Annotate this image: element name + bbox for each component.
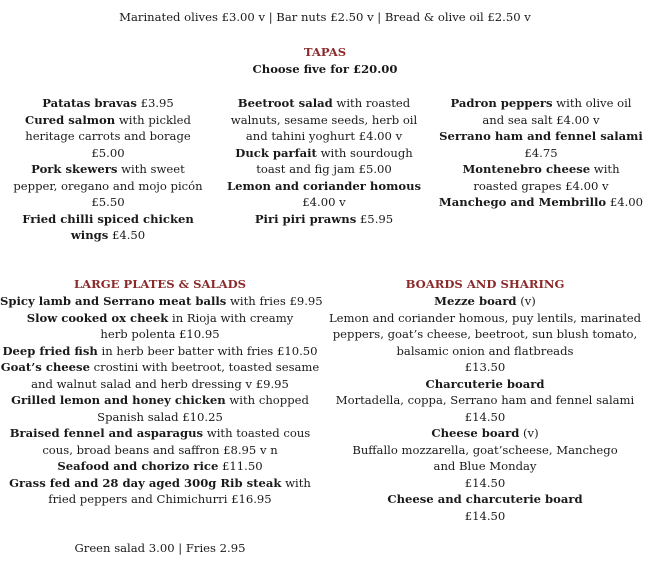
dish-text: herb polenta £10.95 xyxy=(100,327,220,341)
dish-text: in Rioja with creamy xyxy=(168,310,294,325)
menu-line xyxy=(0,161,216,178)
dish-name: Cured salmon xyxy=(25,112,116,127)
dish-text: and sea salt £4.00 v xyxy=(482,112,600,127)
dish-name: Duck parfait xyxy=(235,145,317,160)
dish-name: Beetroot salad xyxy=(237,96,333,110)
dish-text: £4.75 xyxy=(524,145,558,160)
dish-name: Lemon and coriander homous xyxy=(226,178,422,193)
large-plates-heading: LARGE PLATES & SALADS xyxy=(73,277,247,291)
dish-text: with chopped xyxy=(225,393,309,407)
dish-name: Fried chilli spiced chicken xyxy=(22,211,194,226)
menu-line xyxy=(320,458,650,475)
dish-text: cous, broad beans and saffron £8.95 v n xyxy=(42,442,278,457)
menu-line xyxy=(0,359,320,376)
menu-line xyxy=(320,293,650,310)
sides-bottom-line: Green salad 3.00 | Fries 2.95 xyxy=(74,541,246,555)
dish-name: Padron peppers xyxy=(450,96,553,110)
tapas-column-1 xyxy=(0,95,216,244)
dish-name: Serrano ham and fennel salami xyxy=(439,129,643,143)
menu-line xyxy=(320,508,650,525)
menu-line xyxy=(0,326,320,343)
boards-heading: BOARDS AND SHARING xyxy=(405,277,565,291)
menu-line xyxy=(0,293,323,310)
menu-line xyxy=(432,194,650,211)
menu-line xyxy=(0,491,320,508)
dish-name: Deep fried fish xyxy=(2,343,98,358)
dish-text: £4.00 xyxy=(606,195,644,209)
dish-name: Grilled lemon and honey chicken xyxy=(11,393,226,407)
boards-list xyxy=(320,293,650,524)
dish-name: Spicy lamb and Serrano meat balls xyxy=(0,294,227,308)
dish-text: toast and fig jam £5.00 xyxy=(256,162,392,176)
dish-text: £4.50 xyxy=(108,228,146,242)
menu-line xyxy=(216,161,432,178)
menu-line xyxy=(432,112,650,129)
dish-text: Buffallo mozzarella, goat’scheese, Manchego xyxy=(352,442,618,457)
dish-text: balsamic onion and flatbreads xyxy=(396,343,574,358)
dish-text: with toasted cous xyxy=(203,426,311,440)
dish-text: roasted grapes £4.00 v xyxy=(473,178,609,193)
dish-text: with sweet xyxy=(117,162,185,176)
menu-line xyxy=(320,425,650,442)
menu-line xyxy=(0,343,320,360)
sides-line: Marinated olives £3.00 v | Bar nuts £2.50 v | Bread & olive oil £2.50 v xyxy=(119,10,531,24)
dish-text: with roasted xyxy=(332,96,411,110)
menu-line xyxy=(0,194,216,211)
menu-line xyxy=(320,442,650,459)
dish-text: pepper, oregano and mojo picón xyxy=(13,178,203,193)
dish-text: £14.50 xyxy=(464,508,506,523)
menu-line xyxy=(0,392,320,409)
menu-line xyxy=(0,376,320,393)
menu-line xyxy=(0,227,216,244)
dish-name: Cheese and charcuterie board xyxy=(387,492,583,506)
dish-text: £5.00 xyxy=(91,145,125,160)
dish-text: with sourdough xyxy=(316,145,413,160)
menu-line xyxy=(320,343,650,360)
dish-name: Montenebro cheese xyxy=(462,162,591,176)
menu-line xyxy=(0,128,216,145)
dish-text: (v) xyxy=(519,426,539,440)
dish-text: heritage carrots and borage xyxy=(25,129,191,143)
dish-text: (v) xyxy=(516,294,536,308)
dish-name: Charcuterie board xyxy=(425,376,545,391)
menu-line xyxy=(0,178,216,195)
large-plates-list xyxy=(0,293,323,508)
menu-line xyxy=(320,310,650,327)
dish-name: Braised fennel and asparagus xyxy=(9,426,204,440)
dish-text: with olive oil xyxy=(552,96,632,110)
dish-text: and tahini yoghurt £4.00 v xyxy=(245,129,403,143)
menu-line xyxy=(320,392,650,409)
menu-line xyxy=(432,178,650,195)
dish-text: £11.50 xyxy=(218,459,263,473)
dish-name: Mezze board xyxy=(434,294,517,308)
dish-text: £5.50 xyxy=(91,195,125,209)
menu-line xyxy=(320,491,650,508)
menu-line xyxy=(216,211,432,228)
menu-line xyxy=(432,95,650,112)
dish-name: Piri piri prawns xyxy=(254,211,357,226)
dish-text: £14.50 xyxy=(464,475,506,490)
dish-text: and Blue Monday xyxy=(433,459,537,473)
dish-name: Cheese board xyxy=(431,426,520,440)
menu-line xyxy=(432,128,650,145)
menu-line xyxy=(0,112,216,129)
dish-text: walnuts, sesame seeds, herb oil xyxy=(230,112,418,127)
menu-line xyxy=(0,425,320,442)
dish-text: with xyxy=(590,162,620,176)
menu-line xyxy=(0,211,216,228)
menu-line xyxy=(0,145,216,162)
dish-text: and walnut salad and herb dressing v £9.95 xyxy=(31,376,289,391)
dish-name: Manchego and Membrillo xyxy=(438,195,607,209)
menu-line xyxy=(432,145,650,162)
dish-text: crostini with beetroot, toasted sesame xyxy=(89,360,320,374)
dish-name: Goat’s cheese xyxy=(0,360,90,374)
dish-text: £5.95 xyxy=(356,211,394,226)
dish-text: £13.50 xyxy=(464,360,506,374)
dish-text: with fries £9.95 xyxy=(226,294,323,308)
menu-line xyxy=(0,310,320,327)
dish-text: with pickled xyxy=(115,112,191,127)
dish-name: Patatas bravas xyxy=(42,96,137,110)
menu-line xyxy=(320,475,650,492)
tapas-heading: TAPAS xyxy=(303,45,347,59)
menu-line xyxy=(320,376,650,393)
dish-name: Seafood and chorizo rice xyxy=(57,459,219,473)
dish-text: in herb beer batter with fries £10.50 xyxy=(97,343,318,358)
menu-line xyxy=(432,161,650,178)
dish-name: Pork skewers xyxy=(31,162,118,176)
menu-line xyxy=(216,178,432,195)
dish-name: Grass fed and 28 day aged 300g Rib steak xyxy=(9,475,282,490)
dish-text: Spanish salad £10.25 xyxy=(97,409,223,424)
menu-line xyxy=(0,409,320,426)
menu-line xyxy=(0,458,320,475)
dish-text: £4.00 v xyxy=(302,195,346,209)
menu-line xyxy=(216,194,432,211)
menu-line xyxy=(0,442,320,459)
dish-text: £3.95 xyxy=(136,96,174,110)
dish-text: peppers, goat’s cheese, beetroot, sun blush tomato, xyxy=(332,327,638,341)
menu-line xyxy=(320,326,650,343)
dish-text: with xyxy=(281,475,311,490)
dish-text: Lemon and coriander homous, puy lentils, marinated xyxy=(328,310,642,325)
dish-name: Slow cooked ox cheek xyxy=(26,310,169,325)
dish-name: wings xyxy=(70,228,109,242)
dish-text: £14.50 xyxy=(464,409,506,424)
tapas-subheading: Choose five for £20.00 xyxy=(252,62,398,76)
menu-line xyxy=(320,409,650,426)
tapas-column-2 xyxy=(216,95,432,227)
menu-line xyxy=(216,112,432,129)
tapas-column-3 xyxy=(432,95,650,211)
menu-line xyxy=(216,95,432,112)
menu-line xyxy=(320,359,650,376)
menu-line xyxy=(0,475,320,492)
dish-text: Mortadella, coppa, Serrano ham and fennel salami xyxy=(335,393,635,407)
menu-line xyxy=(216,145,432,162)
menu-line xyxy=(0,95,216,112)
dish-text: fried peppers and Chimichurri £16.95 xyxy=(48,492,272,506)
menu-line xyxy=(216,128,432,145)
